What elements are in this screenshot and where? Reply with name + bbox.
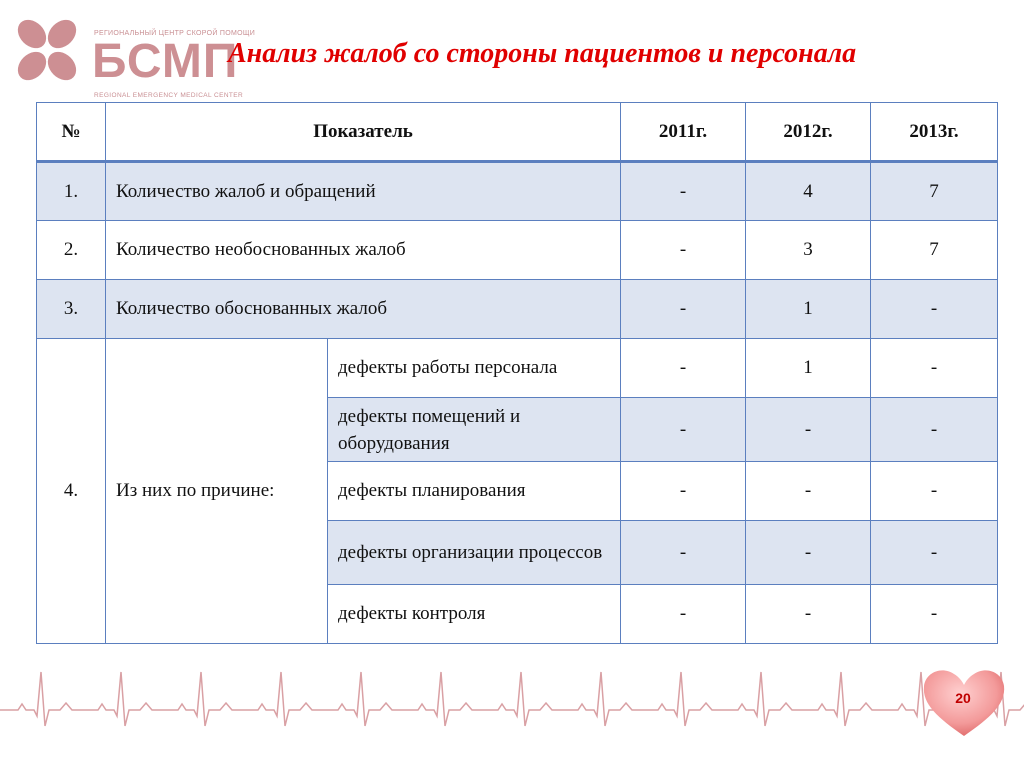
cell-2012: - xyxy=(746,521,871,585)
cell-2013: - xyxy=(871,339,998,398)
row-num: 3. xyxy=(37,280,106,339)
row-label: Количество жалоб и обращений xyxy=(106,162,621,221)
cell-2013: - xyxy=(871,585,998,644)
page-number: 20 xyxy=(955,690,971,706)
table-row xyxy=(37,221,998,280)
subrow-label: дефекты контроля xyxy=(328,585,621,644)
page-title: Анализ жалоб со стороны пациентов и персонала xyxy=(228,38,857,69)
subrow-label: дефекты помещений и оборудования xyxy=(328,398,621,462)
cell-2013: 7 xyxy=(871,221,998,280)
subrow-label: дефекты планирования xyxy=(328,462,621,521)
complaints-table xyxy=(36,102,998,644)
cell-2011: - xyxy=(621,585,746,644)
cell-2013: - xyxy=(871,521,998,585)
cell-2012: - xyxy=(746,398,871,462)
cell-2012: 1 xyxy=(746,280,871,339)
header-indicator: Показатель xyxy=(106,103,621,162)
row-label: Количество обоснованных жалоб xyxy=(106,280,621,339)
header-2012: 2012г. xyxy=(746,103,871,162)
cell-2012: 3 xyxy=(746,221,871,280)
cell-2011: - xyxy=(621,280,746,339)
header-2011: 2011г. xyxy=(621,103,746,162)
row-num: 1. xyxy=(37,162,106,221)
subrow-label: дефекты организации процессов xyxy=(328,521,621,585)
cell-2013: - xyxy=(871,280,998,339)
row-label: Количество необоснованных жалоб xyxy=(106,221,621,280)
cell-2011: - xyxy=(621,398,746,462)
row-num: 4. xyxy=(37,339,106,644)
cell-2012: - xyxy=(746,585,871,644)
cell-2011: - xyxy=(621,221,746,280)
cell-2013: - xyxy=(871,398,998,462)
row-label: Из них по причине: xyxy=(106,339,328,644)
ecg-line-icon xyxy=(0,660,1024,740)
cell-2012: 1 xyxy=(746,339,871,398)
cell-2011: - xyxy=(621,462,746,521)
logo-tagline: РЕГИОНАЛЬНЫЙ ЦЕНТР СКОРОЙ ПОМОЩИ xyxy=(94,30,256,37)
table-row xyxy=(37,162,998,221)
cell-2012: 4 xyxy=(746,162,871,221)
cell-2011: - xyxy=(621,339,746,398)
cell-2011: - xyxy=(621,162,746,221)
table-row xyxy=(37,280,998,339)
logo-name: БСМП xyxy=(92,35,239,88)
cell-2013: 7 xyxy=(871,162,998,221)
cell-2012: - xyxy=(746,462,871,521)
table-row xyxy=(37,339,998,398)
header-num: № xyxy=(37,103,106,162)
row-num: 2. xyxy=(37,221,106,280)
cell-2013: - xyxy=(871,462,998,521)
logo-subtitle: REGIONAL EMERGENCY MEDICAL CENTER xyxy=(94,92,244,99)
table-header-row xyxy=(37,103,998,162)
subrow-label: дефекты работы персонала xyxy=(328,339,621,398)
header-2013: 2013г. xyxy=(871,103,998,162)
logo-emblem-icon xyxy=(10,14,90,94)
logo xyxy=(10,14,256,99)
cell-2011: - xyxy=(621,521,746,585)
